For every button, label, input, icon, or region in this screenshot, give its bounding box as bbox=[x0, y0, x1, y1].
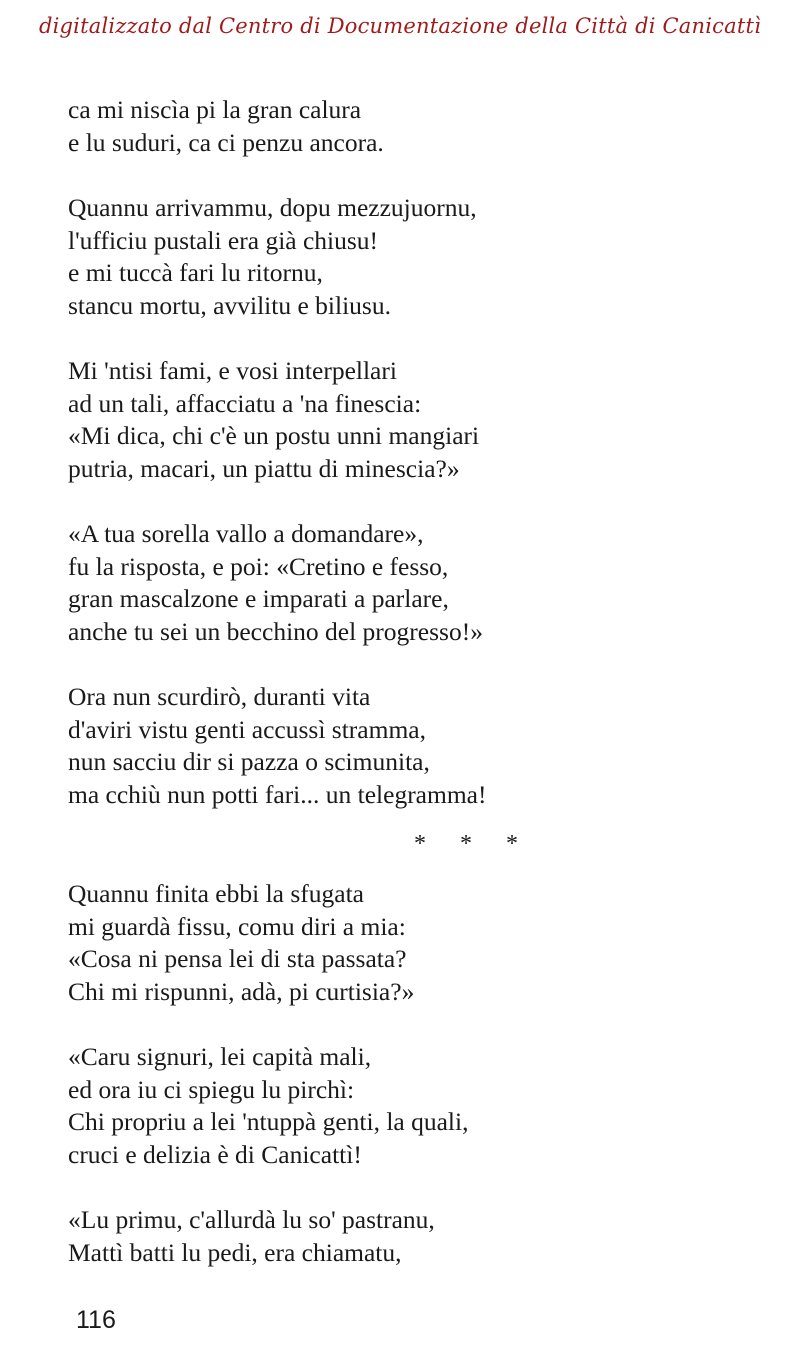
stanza-2 bbox=[68, 192, 768, 322]
poem-line: fu la risposta, e poi: «Cretino e fesso, bbox=[68, 551, 449, 581]
poem-line: «Mi dica, chi c'è un postu unni mangiari bbox=[68, 421, 480, 450]
stanza-7 bbox=[68, 1041, 768, 1171]
poem-line: ed ora iu ci spiegu lu pirchì: bbox=[68, 1074, 355, 1104]
poem-line: gran mascalzone e imparati a parlare, bbox=[68, 584, 449, 613]
poem-line: cruci e delizia è di Canicattì! bbox=[68, 1139, 362, 1169]
page-number: 116 bbox=[76, 1306, 116, 1334]
poem-line: mi guardà fissu, comu diri a mia: bbox=[68, 911, 406, 941]
stanza-1 bbox=[68, 94, 768, 159]
poem-line: nun sacciu dir si pazza o scimunita, bbox=[68, 747, 430, 776]
poem-line: stancu mortu, avvilitu e biliusu. bbox=[68, 290, 391, 320]
stanza-5 bbox=[68, 681, 768, 811]
poem-line: «Cosa ni pensa lei di sta passata? bbox=[68, 944, 407, 973]
poem-line: Ora nun scurdirò, duranti vita bbox=[68, 682, 371, 711]
poem-line: Chi mi rispunni, adà, pi curtisia?» bbox=[68, 976, 415, 1006]
poem-line: Mattì batti lu pedi, era chiamatu, bbox=[68, 1237, 402, 1267]
poem-body bbox=[68, 94, 768, 1302]
stanza-6 bbox=[68, 878, 768, 1008]
digitization-watermark: digitalizzato dal Centro di Documentazione della Città di Canicattì bbox=[38, 14, 762, 38]
poem-line: Mi 'ntisi fami, e vosi interpellari bbox=[68, 356, 397, 385]
poem-line: e mi tuccà fari lu ritornu, bbox=[68, 258, 323, 287]
stanza-3 bbox=[68, 355, 768, 485]
poem-line: «Caru signuri, lei capità mali, bbox=[68, 1042, 372, 1071]
section-separator: * * * bbox=[414, 831, 532, 857]
poem-line: Quannu arrivammu, dopu mezzujuornu, bbox=[68, 193, 477, 222]
poem-line: Chi propriu a lei 'ntuppà genti, la quali, bbox=[68, 1107, 469, 1136]
poem-line: e lu suduri, ca ci penzu ancora. bbox=[68, 127, 384, 157]
poem-line: ma cchiù nun potti fari... un telegramma! bbox=[68, 779, 487, 809]
poem-line: Quannu finita ebbi la sfugata bbox=[68, 879, 364, 908]
poem-line: putria, macari, un piattu di minescia?» bbox=[68, 453, 460, 483]
poem-line: ca mi niscìa pi la gran calura bbox=[68, 95, 362, 124]
stanza-4 bbox=[68, 518, 768, 648]
poem-line: d'aviri vistu genti accussì stramma, bbox=[68, 714, 426, 744]
poem-line: anche tu sei un becchino del progresso!» bbox=[68, 616, 483, 646]
poem-line: «Lu primu, c'allurdà lu so' pastranu, bbox=[68, 1205, 435, 1234]
poem-line: «A tua sorella vallo a domandare», bbox=[68, 519, 424, 548]
stanza-8 bbox=[68, 1204, 768, 1269]
poem-line: ad un tali, affacciatu a 'na finescia: bbox=[68, 388, 422, 418]
poem-line: l'ufficiu pustali era già chiusu! bbox=[68, 225, 379, 255]
